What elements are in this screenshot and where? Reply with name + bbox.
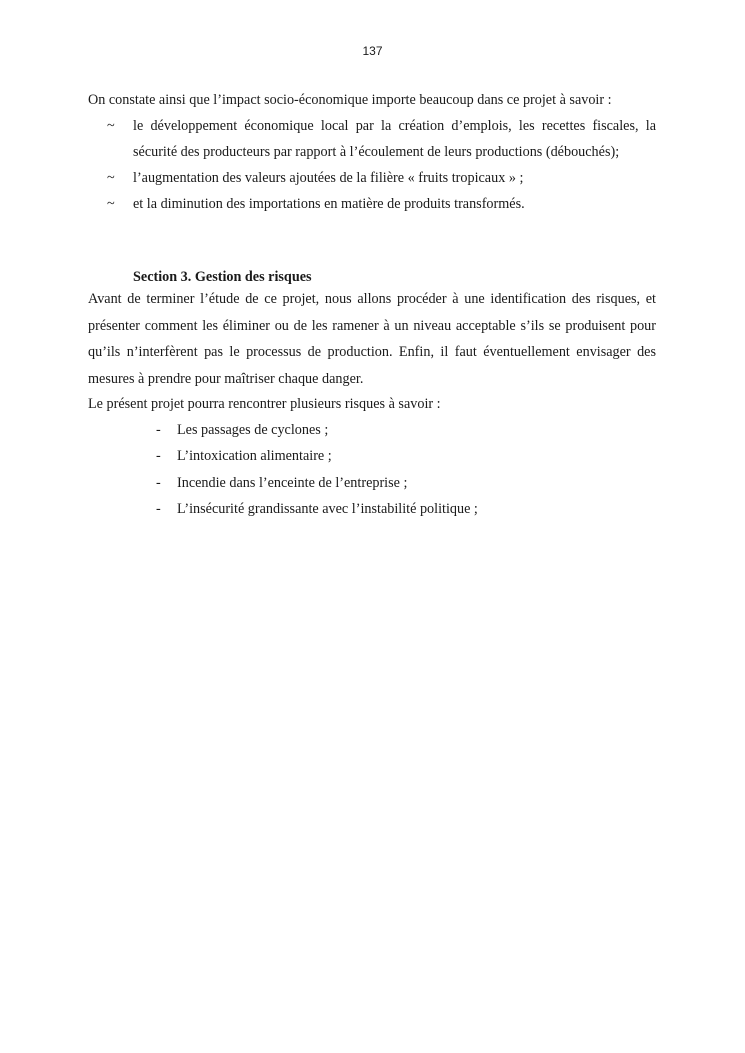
impact-list	[88, 113, 656, 217]
tilde-bullet-icon: ~	[107, 170, 115, 186]
list-item-text: l’augmentation des valeurs ajoutées de la filière « fruits tropicaux » ;	[133, 170, 524, 186]
risk-intro-paragraph: Avant de terminer l’étude de ce projet, nous allons procéder à une identification des risques, et présenter comment les éliminer ou de les ramener à un niveau acceptable s’ils se produisent pour qu’ils n’interfèrent pas le processus de production. Enfin, il faut éventuellement envisager des mesures à prendre pour maîtriser chaque danger.	[88, 291, 656, 387]
risk-list	[88, 417, 656, 522]
page-number: 137	[362, 44, 383, 58]
list-item-text: L’intoxication alimentaire ;	[177, 448, 332, 465]
risk-list-intro: Le présent projet pourra rencontrer plusieurs risques à savoir :	[88, 396, 441, 412]
tilde-bullet-icon: ~	[107, 196, 115, 212]
list-item	[156, 496, 656, 522]
list-item-text: L’insécurité grandissante avec l’instabilité politique ;	[177, 500, 478, 517]
section-heading: Section 3. Gestion des risques	[133, 269, 312, 285]
list-item	[107, 191, 656, 217]
tilde-bullet-icon: ~	[107, 118, 115, 134]
list-item-text: Les passages de cyclones ;	[177, 422, 329, 438]
page-content	[88, 88, 656, 522]
list-item	[156, 443, 656, 469]
dash-bullet-icon: -	[156, 500, 161, 517]
list-item-text: le développement économique local par la création d’emplois, les recettes fiscales, la sécurité des producteurs par rapport à l’écoulement de leurs productions (débouchés);	[133, 118, 656, 160]
list-item	[156, 470, 656, 496]
list-item	[107, 165, 656, 191]
dash-bullet-icon: -	[156, 448, 161, 465]
list-item	[156, 417, 656, 443]
list-item-text: et la diminution des importations en matière de produits transformés.	[133, 196, 525, 212]
list-item	[107, 113, 656, 165]
intro-paragraph: On constate ainsi que l’impact socio-économique importe beaucoup dans ce projet à savoir :	[88, 92, 612, 108]
dash-bullet-icon: -	[156, 422, 161, 438]
list-item-text: Incendie dans l’enceinte de l’entreprise ;	[177, 474, 408, 491]
dash-bullet-icon: -	[156, 474, 161, 491]
